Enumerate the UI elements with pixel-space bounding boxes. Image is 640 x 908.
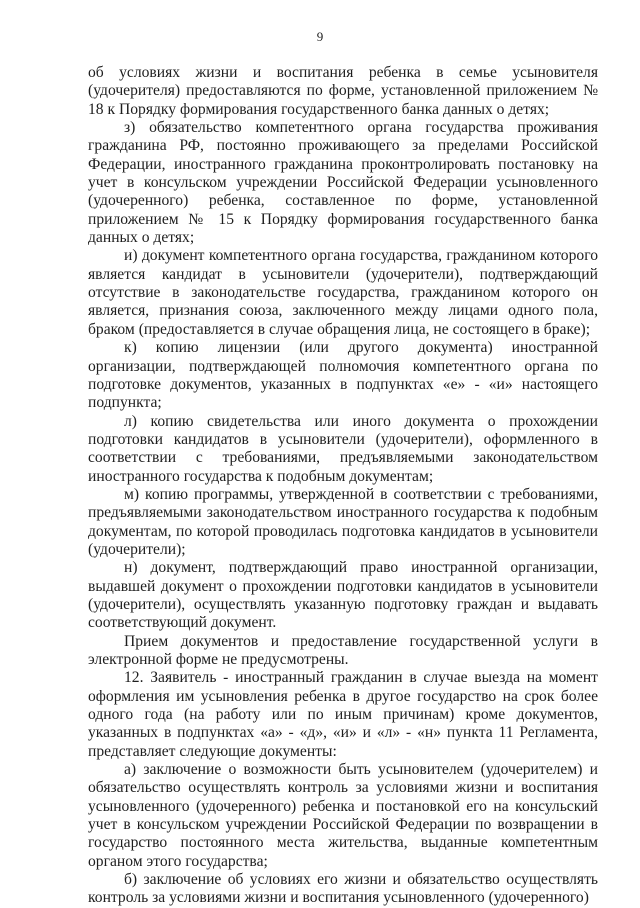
paragraph-item-m: м) копию программы, утвержденной в соответствии с требованиями, предъявляемыми законодательством иностранного государства к подобным документам, по которой проводилась подготовка кандидатов в усыновители (удочерители); [88,485,598,558]
page-number: 9 [316,29,324,44]
paragraph-point-12: 12. Заявитель - иностранный гражданин в случае выезда на момент оформления им усыновления ребенка в другое государство на срок более одного года (на работу или по иным причинам) кроме документов, указанных в подпунктах «а» - «д», «и» и «л» - «н» пункта 11 Регламента, представляет следующие документы: [88,669,598,760]
paragraph-item-k: к) копию лицензии (или другого документа) иностранной организации, подтверждающей полномочия компетентного органа по подготовке документов, указанных в подпунктах «е» - «и» настоящего подпункта; [88,339,598,412]
paragraph-item-l: л) копию свидетельства или иного документа о прохождении подготовки кандидатов в усыновители (удочерители), оформленного в соответствии с требованиями, предъявляемыми законодательством иностранного государства к подобным документам; [88,412,598,485]
paragraph-electronic-note: Прием документов и предоставление государственной услуги в электронной форме не предусмотрены. [88,632,598,668]
paragraph-point-12-a: а) заключение о возможности быть усыновителем (удочерителем) и обязательство осуществлять контроль за условиями жизни и воспитания усыновленного (удочеренного) ребенка и постановкой его на консульский учет в консульском учреждении Российской Федерации по возвращении в государство постоянного места жительства, выданные компетентным органом этого государства; [88,761,598,870]
paragraph-continuation: об условиях жизни и воспитания ребенка в семье усыновителя (удочерителя) предоставляются по форме, установленной приложением № 18 к Порядку формирования государственного банка данных о детях; [88,64,598,118]
paragraph-item-n: н) документ, подтверждающий право иностранной организации, выдавшей документ о прохождении подготовки кандидатов в усыновители (удочерители), осуществлять указанную подготовку граждан и выдавать соответствующий документ. [88,559,598,632]
paragraph-item-z: з) обязательство компетентного органа государства проживания гражданина РФ, постоянно проживающего за пределами Российской Федерации, иностранного гражданина проконтролировать постановку на учет в консульском учреждении Российской Федерации усыновленного (удочеренного) ребенка, составленное по форме, установленной приложением № 15 к Порядку формирования государственного банка данных о детях; [88,119,598,247]
paragraph-item-i: и) документ компетентного органа государства, гражданином которого является кандидат в усыновители (удочерители), подтверждающий отсутствие в законодательстве государства, гражданином которого он является, признания союза, заключенного между лицами одного пола, браком (предоставляется в случае обращения лица, не состоящего в браке); [88,247,598,338]
paragraph-point-12-b: б) заключение об условиях его жизни и обязательство осуществлять контроль за условиями жизни и воспитания усыновленного (удочеренного) [88,871,598,907]
document-body [88,64,598,908]
